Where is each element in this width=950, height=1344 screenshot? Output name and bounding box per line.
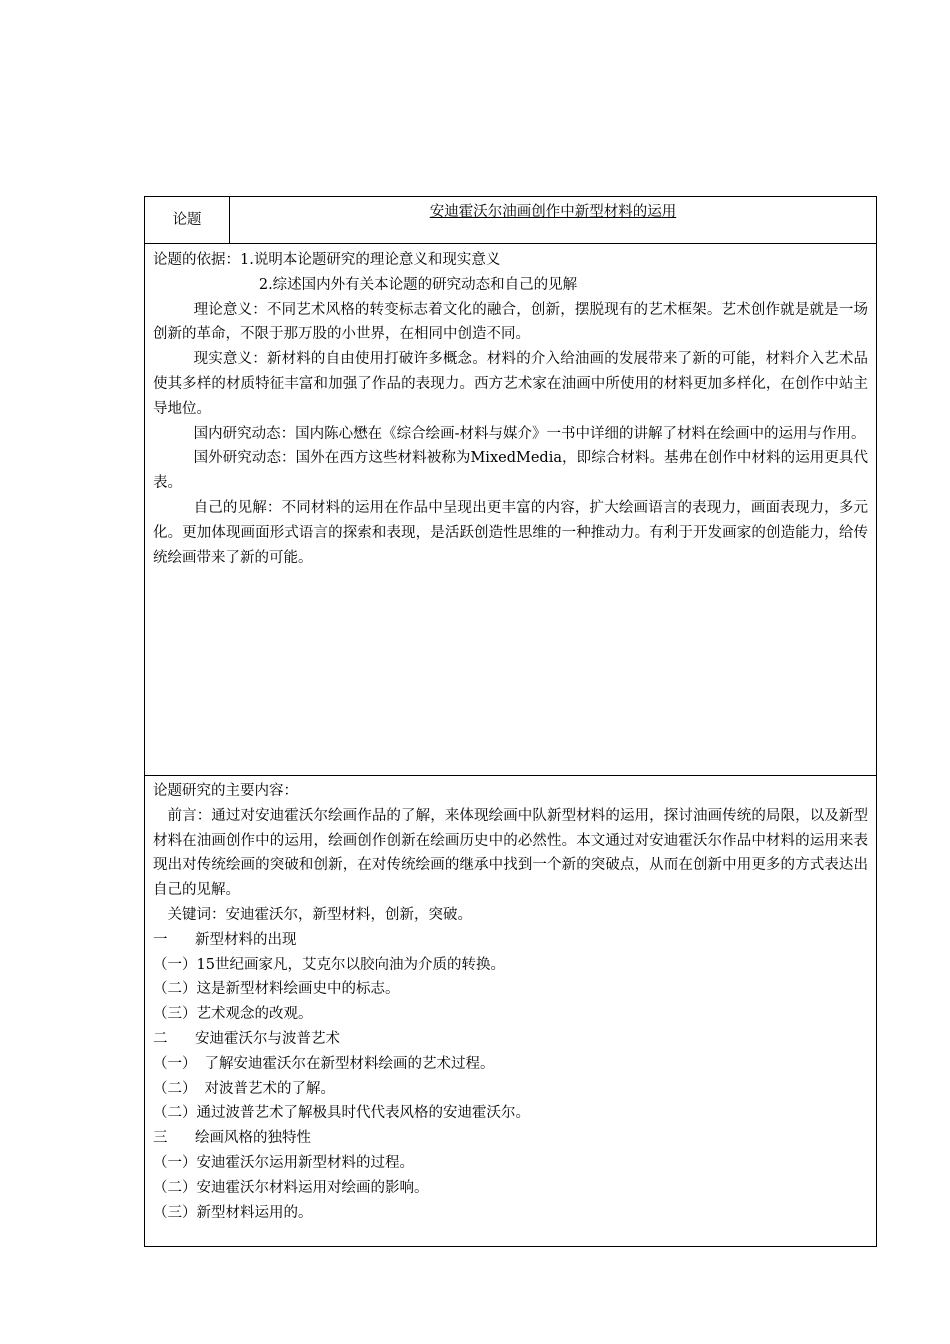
title-row xyxy=(145,197,877,244)
section-number: 一 xyxy=(153,931,168,948)
section-heading xyxy=(153,1126,868,1151)
basis-paragraph: 自己的见解：不同材料的运用在作品中呈现出更丰富的内容，扩大绘画语言的表现力，画面表现力，多元化。更加体现画面形式语言的探索和表现，是活跃创造性思维的一种推动力。有利于开发画家的创造能力，给传统绘画带来了新的可能。 xyxy=(153,499,868,566)
section-title: 新型材料的出现 xyxy=(195,931,297,948)
section-number: 三 xyxy=(153,1130,168,1147)
list-item xyxy=(153,1101,868,1126)
item-number: （一） xyxy=(153,1154,197,1171)
keywords-line: 关键词：安迪霍沃尔，新型材料，创新，突破。 xyxy=(167,906,472,923)
thesis-form-table xyxy=(144,196,877,1247)
item-number: （三） xyxy=(153,1204,197,1221)
basis-paragraph: 现实意义：新材料的自由使用打破许多概念。材料的介入给油画的发展带来了新的可能，材料介入艺术品使其多样的材质特征丰富和加强了作品的表现力。西方艺术家在油画中所使用的材料更加多样化，在创作中站主导地位。 xyxy=(153,351,868,417)
item-number: （二） xyxy=(153,981,197,998)
item-number: （一） xyxy=(153,956,197,973)
item-number: （三） xyxy=(153,1006,197,1023)
basis-paragraph: 理论意义：不同艺术风格的转变标志着文化的融合，创新，摆脱现有的艺术框架。艺术创作就是就是一场创新的革命，不限于那万股的小世界，在相同中创造不同。 xyxy=(153,301,868,343)
basis-paragraph: 国外研究动态：国外在西方这些材料被称为MixedMedia，即综合材料。基弗在创作中材料的运用更具代表。 xyxy=(153,450,868,492)
section-heading xyxy=(153,928,868,953)
list-item xyxy=(153,1176,868,1201)
item-text: 对波普艺术的了解。 xyxy=(204,1080,335,1097)
item-number: （二） xyxy=(153,1080,197,1097)
list-item xyxy=(153,1201,868,1226)
topic-title-cell xyxy=(230,197,877,244)
item-text: 了解安迪霍沃尔在新型材料绘画的艺术过程。 xyxy=(204,1055,495,1072)
item-text: 这是新型材料绘画史中的标志。 xyxy=(196,981,400,998)
section-title: 安迪霍沃尔与波普艺术 xyxy=(195,1030,340,1047)
basis-cell xyxy=(145,244,877,776)
list-item xyxy=(153,1052,868,1077)
basis-heading-1: 论题的依据：1.说明本论题研究的理论意义和现实意义 xyxy=(153,252,501,268)
section-title: 绘画风格的独特性 xyxy=(195,1130,311,1147)
basis-heading-2: 2.综述国内外有关本论题的研究动态和自己的见解 xyxy=(258,276,578,293)
section-heading xyxy=(153,1027,868,1052)
item-text: 安迪霍沃尔材料运用对绘画的影响。 xyxy=(196,1179,429,1196)
preface-paragraph: 前言：通过对安迪霍沃尔绘画作品的了解，来体现绘画中队新型材料的运用，探讨油画传统的局限，以及新型材料在油画创作中的运用，绘画创作创新在绘画历史中的必然性。本文通过对安迪霍沃尔作品中材料的运用来表现出对传统绘画的突破和创新，在对传统绘画的继承中找到一个新的突破点，从而在创新中用更多的方式表达出自己的见解。 xyxy=(153,807,868,899)
item-text: 艺术观念的改观。 xyxy=(196,1006,313,1023)
item-text: 通过波普艺术了解极具时代代表风格的安迪霍沃尔。 xyxy=(196,1105,530,1122)
basis-row xyxy=(145,244,877,776)
item-text: 安迪霍沃尔运用新型材料的过程。 xyxy=(196,1154,414,1171)
content-heading: 论题研究的主要内容： xyxy=(153,783,298,799)
list-item xyxy=(153,977,868,1002)
item-number: （一） xyxy=(153,1055,197,1072)
content-row xyxy=(145,776,877,1247)
item-text: 新型材料运用的。 xyxy=(196,1204,313,1221)
section-number: 二 xyxy=(153,1030,168,1047)
list-item xyxy=(153,953,868,978)
list-item xyxy=(153,1077,868,1102)
item-text: 15世纪画家凡，艾克尔以胶向油为介质的转换。 xyxy=(196,956,505,973)
item-number: （二） xyxy=(153,1179,197,1196)
basis-paragraph: 国内研究动态：国内陈心懋在《综合绘画-材料与媒介》一书中详细的讲解了材料在绘画中的运用与作用。 xyxy=(193,425,866,442)
topic-title: 安迪霍沃尔油画创作中新型材料的运用 xyxy=(429,204,677,220)
list-item xyxy=(153,1151,868,1176)
topic-label: 论题 xyxy=(145,197,230,244)
item-number: （二） xyxy=(153,1105,197,1122)
list-item xyxy=(153,1002,868,1027)
content-cell xyxy=(145,776,877,1247)
